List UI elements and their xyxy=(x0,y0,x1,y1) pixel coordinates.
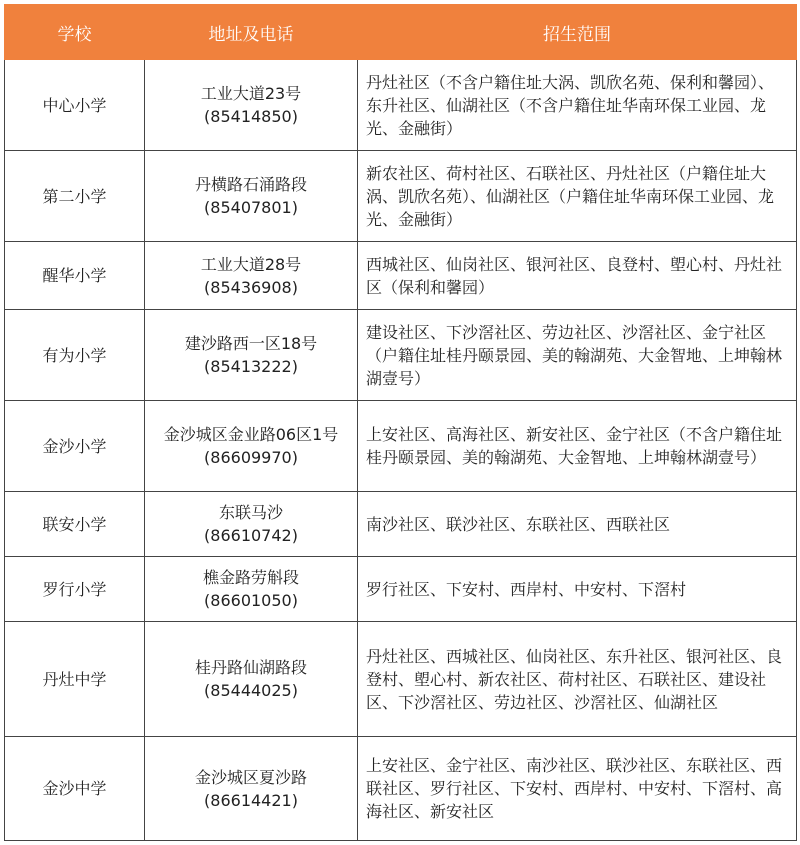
school-address xyxy=(145,310,358,401)
enrollment-range: 建设社区、下沙滘社区、劳边社区、沙滘社区、金宁社区（户籍住址桂丹颐景园、美的翰湖苑、大金智地、上坤翰林湖壹号） xyxy=(358,310,797,401)
school-address xyxy=(145,151,358,242)
school-name: 联安小学 xyxy=(5,492,145,557)
address-text: 丹横路石涌路段 xyxy=(194,175,307,194)
header-school: 学校 xyxy=(5,5,145,60)
table-row xyxy=(5,310,797,401)
phone-number: (85436908) xyxy=(204,277,298,297)
address-text: 工业大道28号 xyxy=(200,254,302,274)
phone-number: (86609970) xyxy=(204,448,298,467)
school-name: 中心小学 xyxy=(5,60,145,151)
school-name: 金沙中学 xyxy=(5,737,145,841)
table-row xyxy=(5,401,797,492)
address-text: 金沙城区金业路06区1号 xyxy=(163,425,339,444)
phone-number: (85444025) xyxy=(204,681,298,700)
school-address xyxy=(145,242,358,310)
enrollment-table xyxy=(4,4,797,841)
table-header xyxy=(5,5,797,60)
school-address xyxy=(145,737,358,841)
phone-number: (86601050) xyxy=(204,591,298,610)
enrollment-range: 新农社区、荷村社区、石联社区、丹灶社区（户籍住址大涡、凯欣名苑）、仙湖社区（户籍住址华南环保工业园、龙光、金融街） xyxy=(358,151,797,242)
table-row xyxy=(5,492,797,557)
school-address xyxy=(145,557,358,622)
table-row xyxy=(5,60,797,151)
school-name: 有为小学 xyxy=(5,310,145,401)
table-row xyxy=(5,557,797,622)
school-address xyxy=(145,60,358,151)
table-row xyxy=(5,151,797,242)
school-name: 丹灶中学 xyxy=(5,622,145,737)
school-address xyxy=(145,401,358,492)
enrollment-range: 西城社区、仙岗社区、银河社区、良登村、塱心村、丹灶社区（保利和馨园） xyxy=(358,242,797,310)
table-row xyxy=(5,737,797,841)
enrollment-range: 丹灶社区、西城社区、仙岗社区、东升社区、银河社区、良登村、塱心村、新农社区、荷村社区、石联社区、建设社区、下沙滘社区、劳边社区、沙滘社区、仙湖社区 xyxy=(358,622,797,737)
school-address xyxy=(145,492,358,557)
enrollment-range: 南沙社区、联沙社区、东联社区、西联社区 xyxy=(358,492,797,557)
table-row xyxy=(5,622,797,737)
school-address xyxy=(145,622,358,737)
address-text: 工业大道23号 xyxy=(200,84,302,103)
enrollment-range: 上安社区、高海社区、新安社区、金宁社区（不含户籍住址桂丹颐景园、美的翰湖苑、大金智地、上坤翰林湖壹号） xyxy=(358,401,797,492)
enrollment-range: 罗行社区、下安村、西岸村、中安村、下滘村 xyxy=(358,557,797,622)
phone-number: (86610742) xyxy=(204,526,298,545)
enrollment-range: 上安社区、金宁社区、南沙社区、联沙社区、东联社区、西联社区、罗行社区、下安村、西岸村、中安村、下滘村、高海社区、新安社区 xyxy=(358,737,797,841)
address-text: 东联马沙 xyxy=(218,503,283,522)
school-name: 第二小学 xyxy=(5,151,145,242)
table-row xyxy=(5,242,797,310)
phone-number: (86614421) xyxy=(204,790,298,810)
school-name: 罗行小学 xyxy=(5,557,145,622)
school-name: 醒华小学 xyxy=(5,242,145,310)
school-name: 金沙小学 xyxy=(5,401,145,492)
header-address: 地址及电话 xyxy=(145,5,358,60)
address-text: 建沙路西一区18号 xyxy=(184,334,318,353)
enrollment-range: 丹灶社区（不含户籍住址大涡、凯欣名苑、保利和馨园）、东升社区、仙湖社区（不含户籍住址华南环保工业园、龙光、金融街） xyxy=(358,60,797,151)
address-text: 桂丹路仙湖路段 xyxy=(194,658,307,677)
phone-number: (85407801) xyxy=(204,198,298,217)
phone-number: (85413222) xyxy=(204,357,298,376)
address-text: 樵金路劳斛段 xyxy=(202,568,299,587)
phone-number: (85414850) xyxy=(204,107,298,126)
header-range: 招生范围 xyxy=(358,5,797,60)
address-text: 金沙城区夏沙路 xyxy=(194,767,307,787)
